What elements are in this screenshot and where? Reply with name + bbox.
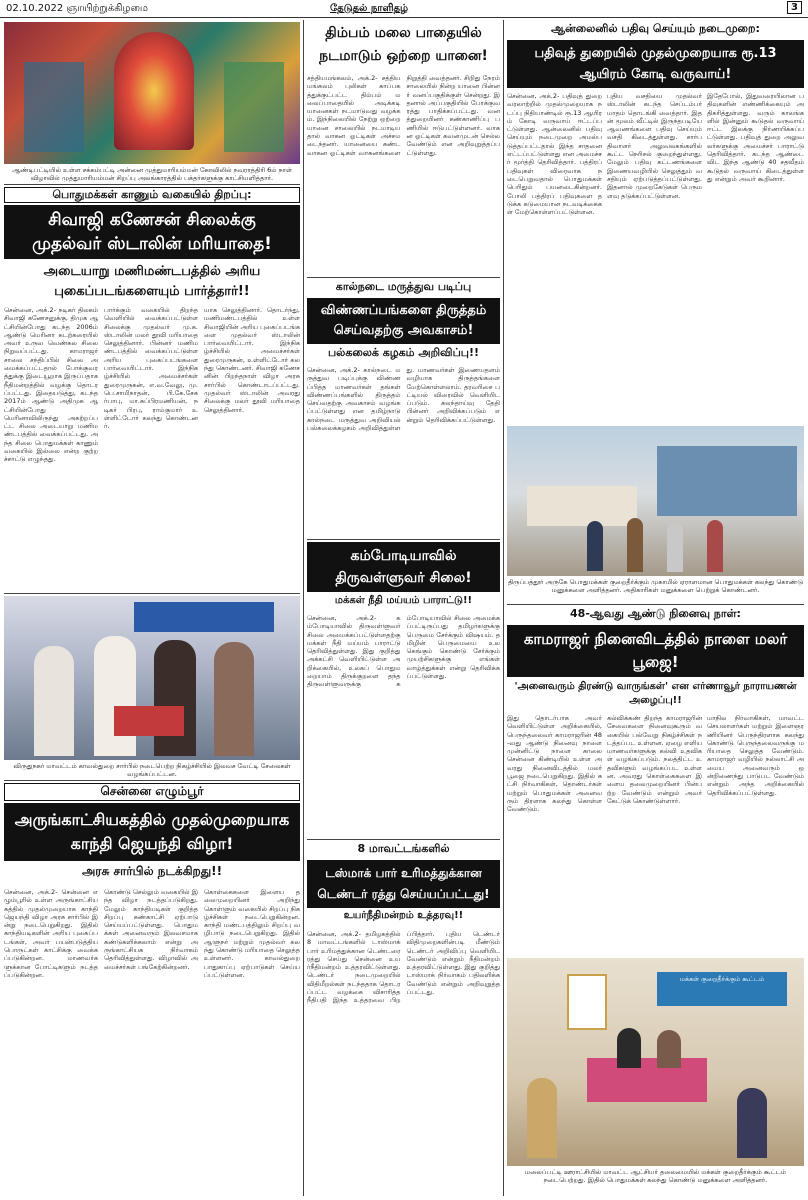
tasmac-body: சென்னை, அக்.2- தமிழகத்தில் 8 மாவட்டங்களில் டாஸ்மாக் பார் உரிமத்துக்கான டெண்டரை ரத்து செய்து சென்னை உயர்நீதிமன்றம் உத்தரவிட்டுள்ளது. டெண்டர் நடைமுறையில் விதிமீறல்கள் நடந்ததாக தொடரப்பட்ட வழக்கை விசாரித்த நீதிபதி இந்த உத்தரவை பிறப்பித்தார். புதிய டெண்டர் விதிமுறைகளின்படி மீண்டும் டெண்டர் அறிவிப்பு வெளியிட வேண்டும் என்றும் நீதிமன்றம் உத்தரவிட்டுள்ளது. இது குறித்து டாஸ்மாக் நிர்வாகம் பதிலளிக்க வேண்டும் என்றும் அறிவுறுத்தப்பட்டது. (307, 930, 500, 1005)
person (627, 518, 643, 572)
gandhi-headline: அருங்காட்சியகத்தில் முதல்முறையாக காந்தி ஜெயந்தி விழா! (4, 803, 300, 861)
decoration-panel (24, 62, 84, 152)
section-divider (307, 277, 500, 278)
person (737, 1088, 767, 1158)
kamaraj-body-col2: கல்விக்கண் திறந்த காமராஜரின் சேவைகளை நினைவுகூரும் வகையில் பல்வேறு நிகழ்ச்சிகள் நடத்தப்பட உள்ளன. ஏழை எளிய மாணவர்களுக்கு கல்வி உதவிகள் வழங்கப்படும். நலத்திட்ட உதவிகளும் வழங்கப்பட உள்ளன. அவரது கொள்கைகளை இளைய தலைமுறையினர் பின்பற்ற வேண்டும் என்றும் அவர் கேட்டுக் கொண்டுள்ளார். (607, 714, 702, 805)
kamaraj-headline: காமராஜர் நினைவிடத்தில் நாளை மலர் பூஜை! (507, 625, 804, 677)
sivaji-body-col3: யாக செலுத்தினார். தொடர்ந்து, மணிமண்டபத்தில் உள்ள சிவாஜியின் அரிய புகைப்படங்களை முதல்வர் ஸ்டாலின் பார்வையிட்டார். இந்நிகழ்ச்சியில் அமைச்சர்கள் துரைமுருகன், உள்ளிட்டோர் கலந்து கொண்டனர். சிவாஜி கணேசனின் பிறந்தநாள் விழா அரசு சார்பில் கொண்டாடப்பட்டது. முதல்வர் ஸ்டாலின் அவரது சிலைக்கு மலர் தூவி மரியாதை செலுத்தினார். (204, 306, 300, 414)
person (94, 636, 136, 756)
tasmac-headline: டஸ்மாக் பார் உரிமத்துக்கான டெண்டர் ரத்து செய்யப்பட்டது! (307, 860, 500, 908)
vet-headline: விண்ணப்பங்களை திருத்தம் செய்வதற்கு அவகாசம்! (307, 298, 500, 344)
gandhi-body-col3: கொள்கைகளை இளைய தலைமுறையினர் அறிந்து கொள்ளும் வகையில் சிறப்பு நிகழ்ச்சிகள் நடைபெறுகின்றன. காந்தி மண்டபத்திலும் சிறப்பு வழிபாடு நடைபெறுகிறது. இதில் ஆளுநர் மற்றும் முதல்வர் கலந்து கொண்டு மரியாதை செலுத்த உள்ளனர். காவல்துறை பாதுகாப்பு ஏற்பாடுகள் செய்யப்பட்டுள்ளன. (204, 888, 300, 979)
valluvar-subhead: மக்கள் நீதி மய்யம் பாராட்டு!! (334, 595, 473, 606)
kamaraj-subhead: 'அனைவரும் திரண்டு வாருங்கள்' என எர்ணாவூர் நாராயணன் அழைப்பு!! (514, 681, 797, 706)
person (527, 1078, 557, 1158)
revenue-body-col2: புதிய வசதியை முதல்வர் ஸ்டாலின் கடந்த செப்டம்பர் மாதம் தொடங்கி வைத்தார். இதன் மூலம் வீட்டில் இருந்தபடியே ஆவணங்களை பதிவு செய்யும் வசதி கிடைத்துள்ளது. சார்பதிவாளர் அலுவலகங்களில் கூட்ட நெரிசல் குறைந்துள்ளது. மேலும் பதிவு கட்டணங்களை இணையவழியில் செலுத்தும் வசதியும் ஏற்படுத்தப்பட்டுள்ளது. இதனால் முறைகேடுகள் பெருமளவு தடுக்கப்பட்டுள்ளன. (607, 92, 702, 200)
elephant-body: சத்தியமங்கலம், அக்.2- சத்தியமங்கலம் புலிகள் காப்பகத்துக்குட்பட்ட திம்பம் மலைப்பாதையில் அடிக்கடி யானைகள் நடமாடுவது வழக்கம். இந்நிலையில் நேற்று ஒற்றை யானை சாலையில் நடமாடியதால் வாகன ஓட்டிகள் அச்சமடைந்தனர். யானையை கண்ட வாகன ஓட்டிகள் வாகனங்களை நிறுத்தி வைத்தனர். சிறிது நேரம் சாலையில் நின்ற யானை பின்னர் வனப்பகுதிக்குள் சென்றது. இதனால் அப்பகுதியில் போக்குவரத்து பாதிக்கப்பட்டது. வனத்துறையினர் கண்காணிப்பு பணியில் ஈடுபட்டுள்ளனர். வாகன ஓட்டிகள் கவனமுடன் செல்ல வேண்டும் என அறிவுறுத்தப்பட்டுள்ளது. (307, 74, 500, 157)
portrait-frame (567, 974, 607, 1030)
kamaraj-body-col1: இது தொடர்பாக அவர் வெளியிட்டுள்ள அறிக்கையில், பெருந்தலைவர் காமராஜரின் 48-வது ஆண்டு நினைவு நாளை முன்னிட்டு நாளை காலை சென்னை கிண்டியில் உள்ள அவரது நினைவிடத்தில் மலர் பூஜை நடைபெறுகிறது. இதில் கட்சி நிர்வாகிகள், தொண்டர்கள் மற்றும் பொதுமக்கள் அனைவரும் திரளாக கலந்து கொள்ள வேண்டும். (507, 714, 602, 814)
column-rule (503, 20, 504, 1196)
vet-subhead: பல்கலைக் கழகம் அறிவிப்பு!! (328, 346, 479, 359)
gift-package (114, 706, 184, 736)
kamaraj-kicker: 48-ஆவது ஆண்டு நினைவு நாள்: (570, 607, 741, 620)
banner (134, 602, 274, 632)
page-header (0, 0, 808, 18)
elephant-headline: திம்பம் மலை பாதையில் நடமாடும் ஒற்றை யானை! (319, 25, 488, 64)
event-caption: விருதுநகர் மாவட்டம் காவல்துறை சார்பில் நடைபெற்ற நிகழ்ச்சியில் இலவச வேட்டி சேலைகள் வழங்கப்பட்டன. (13, 762, 291, 778)
person (34, 646, 74, 756)
person (657, 1030, 681, 1068)
vet-kicker: கால்நடை மருத்துவ படிப்பு (335, 280, 472, 293)
meeting-photo (507, 958, 804, 1166)
person (667, 522, 683, 572)
revenue-body-col3: இதேபோல், இதுவரையிலான பதிவுகளின் எண்ணிக்கையும் அதிகரித்துள்ளது. வரும் காலங்களில் இன்னும் கூடுதல் வருவாய் ஈட்ட இலக்கு நிர்ணயிக்கப்பட்டுள்ளது. பதிவுத் துறை அலுவலர்களுக்கு அமைச்சர் பாராட்டு தெரிவித்தார். கடந்த ஆண்டை விட இந்த ஆண்டு 40 சதவீதம் கூடுதல் வருவாய் கிடைத்துள்ளது என்றும் அவர் கூறினார். (707, 92, 804, 183)
table (587, 1058, 707, 1102)
page-number: 3 (787, 1, 802, 14)
temple-caption: ஆண்டிபட்டியில் உள்ள சக்கம்பட்டி அன்னை முத்துமாரியம்மன் கோவிலில் நவராத்திரி 6ம் நாள் விழாவில் முத்துமாரியம்மன் சிறப்பு அலங்காரத்தில் பக்தர்களுக்கு காட்சியளித்தார். (12, 166, 292, 182)
person (707, 520, 723, 572)
person (214, 642, 254, 756)
section-divider (507, 604, 804, 605)
gandhi-subhead: அரசு சார்பில் நடக்கிறது!! (81, 864, 223, 878)
meeting-caption: மலைப்பட்டி ஊராட்சியில் மாவட்ட ஆட்சியர் தலைமையில் மக்கள் குறைதீர்க்கும் கூட்டம் நடைபெற்றது. இதில் பொதுமக்கள் கலந்து கொண்டு மனுக்களை அளித்தனர். (525, 1168, 786, 1184)
sivaji-kicker: பொதுமக்கள் காணும் வகையில் திறப்பு: (4, 187, 300, 203)
section-divider (4, 780, 300, 781)
revenue-headline: பதிவுத் துறையில் முதல்முறையாக ரூ.13 ஆயிரம் கோடி வருவாய்! (507, 40, 804, 88)
column-rule (303, 20, 304, 1196)
sivaji-body-col1: சென்னை, அக்.2- நடிகர் திலகம் சிவாஜி கணேசனுக்கு, திமுக ஆட்சியின்போது கடந்த 2006ம் ஆண்டு மெரினா கடற்கரையில் அவர் உருவ வெண்கல சிலை நிறுவப்பட்டது. காமராஜர் சாலை சந்திப்பில் சிலை அமைக்கப்பட்டதால் போக்குவரத்துக்கு இடையூறாக இருப்பதாக நீதிமன்றத்தில் வழக்கு தொடரப்பட்டது. இதையடுத்து, கடந்த 2017ம் ஆண்டு அதிமுக ஆட்சியின்போது மெரினாவிலிருந்து அகற்றப்பட்ட சிலை அடையாறு மணிமண்டபத்தில் வைக்கப்பட்டது. அந்த சிலை பொதுமக்கள் காணும் வகையில் இல்லை என்ற குற்றச்சாட்டு எழுந்தது. (4, 306, 98, 464)
tasmac-kicker: 8 மாவட்டங்களில் (357, 842, 450, 855)
section-divider (307, 539, 500, 540)
deity-figure (114, 32, 194, 150)
revenue-kicker: ஆன்லைனில் பதிவு செய்யும் நடைமுறை: (551, 22, 760, 35)
shed (527, 486, 637, 526)
vet-body: சென்னை, அக்.2- கால்நடை மருத்துவ படிப்புக்கு விண்ணப்பித்த மாணவர்கள் தங்கள் விண்ணப்பங்களில் திருத்தம் செய்வதற்கு அவகாசம் வழங்கப்பட்டுள்ளது என தமிழ்நாடு கால்நடை மருத்துவ அறிவியல் பல்கலைக்கழகம் அறிவித்துள்ளது. மாணவர்கள் இணையதளம் வழியாக திருத்தங்களை மேற்கொள்ளலாம். தரவரிசை பட்டியல் விரைவில் வெளியிடப்படும். கலந்தாய்வு தேதி பின்னர் அறிவிக்கப்படும் என்றும் தெரிவிக்கப்பட்டுள்ளது. (307, 366, 500, 433)
event-photo (4, 596, 300, 760)
tasmac-subhead: உயர்நீதிமன்றம் உத்தரவு!! (343, 910, 464, 921)
building (657, 446, 797, 516)
gandhi-body-col1: சென்னை, அக்.2- சென்னை எழும்பூரில் உள்ள அருங்காட்சியகத்தில் முதல்முறையாக காந்தி ஜெயந்தி விழா அரசு சார்பில் இன்று நடைபெறுகிறது. இதில் காந்தியடிகளின் அரிய புகைப்படங்கள், அவர் பயன்படுத்திய பொருட்கள் காட்சிக்கு வைக்கப்படுகின்றன. மாணவர்களுக்கான போட்டிகளும் நடத்தப்படுகின்றன. (4, 888, 98, 979)
temple-photo (4, 22, 300, 164)
issue-date: 02.10.2022 ஞாயிற்றுக்கிழமை (6, 3, 148, 14)
valluvar-body: சென்னை, அக்.2- கம்போடியாவில் திருவள்ளுவர் சிலை அமைக்கப்பட்டுள்ளதற்கு மக்கள் நீதி மய்யம் பாராட்டு தெரிவித்துள்ளது. இது குறித்து அக்கட்சி வெளியிட்டுள்ள அறிக்கையில், உலகப் பொதுமறையாம் திருக்குறளை தந்த திருவள்ளுவருக்கு கம்போடியாவில் சிலை அமைக்கப்பட்டிருப்பது தமிழர்களுக்கு பெருமை சேர்க்கும் விஷயம். தமிழின் பெருமையை உலகெங்கும் கொண்டு சேர்க்கும் முயற்சிகளுக்கு எங்கள் வாழ்த்துக்கள் என்று தெரிவிக்கப்பட்டுள்ளது. (307, 614, 500, 689)
section-divider (4, 184, 300, 185)
gandhi-body-col2: கொண்டு செல்லும் வகையில் இந்த விழா நடத்தப்படுகிறது. மேலும் காந்தியடிகள் குறித்த சிறப்பு கண்காட்சி ஏற்பாடு செய்யப்பட்டுள்ளது. பொதுமக்கள் அனைவரும் இலவசமாக கண்டுகளிக்கலாம் என்று அருங்காட்சியக நிர்வாகம் தெரிவித்துள்ளது. விழாவில் அமைச்சர்கள் பங்கேற்கின்றனர். (104, 888, 198, 971)
sivaji-headline: சிவாஜி கணேசன் சிலைக்கு முதல்வர் ஸ்டாலின் மரியாதை! (4, 205, 300, 259)
kamaraj-body-col3: மாநில நிர்வாகிகள், மாவட்ட செயலாளர்கள் மற்றும் இளைஞரணியினர் பெருந்திரளாக கலந்து கொண்டு பெருந்தலைவருக்கு மரியாதை செலுத்த வேண்டும். காமராஜர் வழியில் நல்லாட்சி அமைய அனைவரும் ஒன்றிணைந்து பாடுபட வேண்டும் என்றும் அந்த அறிக்கையில் தெரிவிக்கப்பட்டுள்ளது. (707, 714, 804, 797)
sivaji-subhead: அடையாறு மணிமண்டபத்தில் அரிய புகைப்படங்களையும் பார்த்தார்!! (43, 264, 261, 299)
revenue-body-col1: சென்னை, அக்.2- பதிவுத் துறை வரலாற்றில் முதல்முறையாக நடப்பு நிதியாண்டில் ரூ.13 ஆயிரம் கோடி வருவாய் ஈட்டப்பட்டுள்ளது. ஆன்லைனில் பதிவு செய்யும் நடைமுறை அமல்படுத்தப்பட்டதால் இந்த சாதனை எட்டப்பட்டுள்ளது என அமைச்சர் மூர்த்தி தெரிவித்தார். பத்திரப் பதிவுகள் விரைவாக நடைபெறுவதால் பொதுமக்கள் பெரிதும் பயனடைகின்றனர். போலி பத்திரப் பதிவுகளை தடுக்க கடுமையான நடவடிக்கைகள் மேற்கொள்ளப்பட்டுள்ளன. (507, 92, 602, 217)
decoration-panel (224, 62, 284, 152)
valluvar-headline: கம்போடியாவில் திருவள்ளுவர் சிலை! (307, 542, 500, 592)
person (617, 1028, 641, 1068)
section-divider (307, 839, 500, 840)
masthead: தேடுதல் நாளிதழ் (330, 3, 409, 14)
office-caption: திருப்பத்தூர் அருகே பொதுமக்கள் குறைதீர்க்கும் முகாமில் ஏராளமான பொதுமக்கள் கலந்து கொண்டு மனுக்களை அளித்தனர். அதிகாரிகள் மனுக்களை பெற்றுக் கொண்டனர். (507, 578, 804, 594)
section-divider (4, 593, 300, 594)
person (154, 640, 196, 756)
meeting-banner: மக்கள் குறைதீர்க்கும் கூட்டம் (657, 972, 787, 1006)
sivaji-body-col2: பார்க்கும் வகையில் திறந்த வெளியில் வைக்கப்பட்டுள்ள சிலைக்கு முதல்வர் மு.க.ஸ்டாலின் மலர் தூவி மரியாதை செலுத்தினார். பின்னர் மணிமண்டபத்தில் வைக்கப்பட்டுள்ள அரிய புகைப்படங்களை பார்வையிட்டார். இந்நிகழ்ச்சியில் அமைச்சர்கள் துரைமுருகன், எ.வ.வேலு, மு.பெ.சாமிநாதன், பி.கே.சேகர்பாபு, மா.சுப்பிரமணியன், நடிகர் பிரபு, ராம்குமார் உள்ளிட்டோர் கலந்து கொண்டனர். (104, 306, 198, 431)
office-photo (507, 426, 804, 576)
gandhi-kicker: சென்னை எழும்பூர் (4, 783, 300, 801)
person (587, 521, 603, 571)
